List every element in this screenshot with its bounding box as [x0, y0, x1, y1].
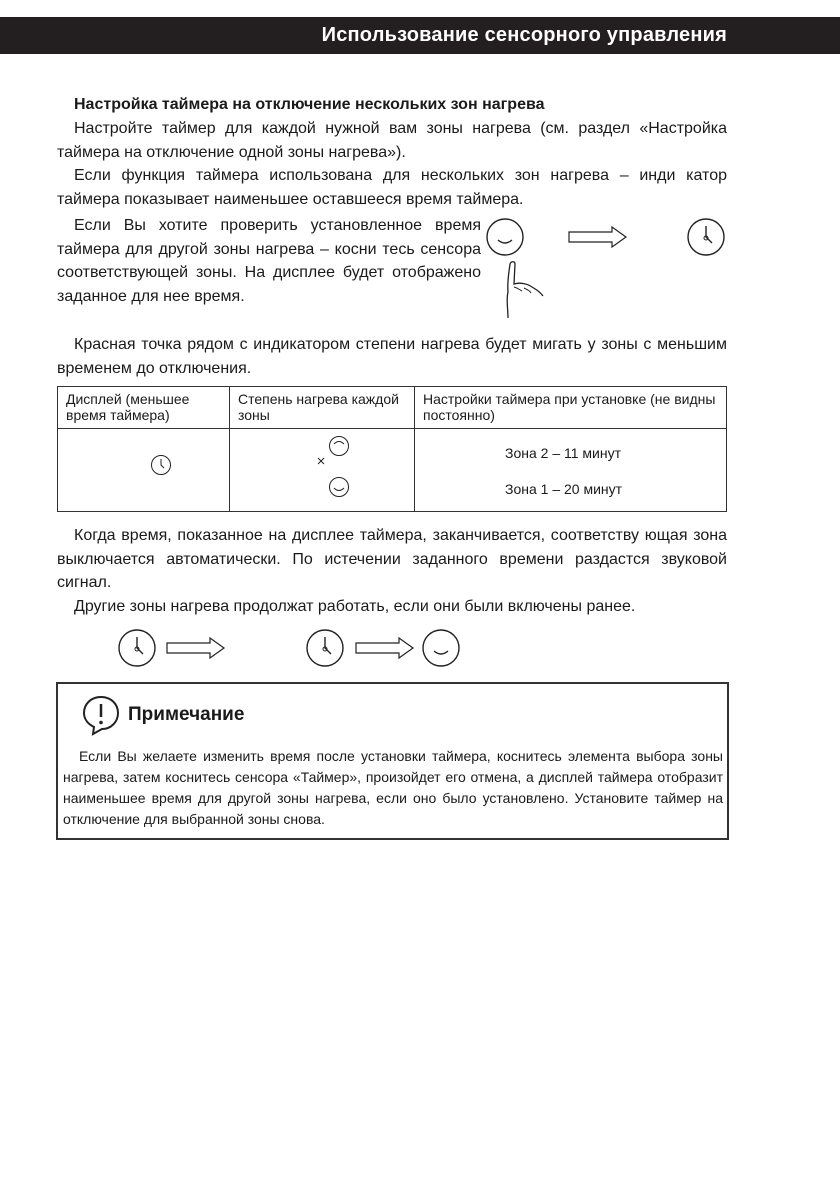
- table-header-heat-level: Степень нагрева каждой зоны: [230, 387, 415, 429]
- table-header-row: [58, 387, 727, 429]
- timer-icon: [117, 628, 157, 668]
- paragraph-timer-end: Когда время, показанное на дисплее таймера, заканчивается, соответству ющая зона выключается автоматически. По истечении заданного времени раздастся звуковой сигнал.: [57, 527, 727, 591]
- paragraph-setup: Настройте таймер для каждой нужной вам зоны нагрева (см. раздел «Настройка таймера на отключение одной зоны нагрева»).: [57, 120, 727, 161]
- note-title: Примечание: [128, 704, 245, 725]
- header-bar: [0, 17, 840, 54]
- timer-settings-cell: [415, 429, 727, 512]
- zone-2-time: Зона 2 – 11 минут: [505, 445, 622, 461]
- zone-sensor-icon: [421, 628, 461, 668]
- paragraph-multiple-zones: Если функция таймера использована для нескольких зон нагрева – инди катор таймера показывает наименьшее оставшееся время таймера.: [57, 167, 727, 208]
- note-box: [56, 682, 729, 840]
- zone-sensor-icon: [485, 217, 525, 257]
- paragraph-check-time: Если Вы хотите проверить установленное время таймера для другой зоны нагрева – косни тесь сенсора соответствующей зоны. На дисплее будет отображено заданное для нее время.: [57, 217, 481, 305]
- blinking-dot-icon: [318, 458, 324, 464]
- paragraph-other-zones: Другие зоны нагрева продолжат работать, если они были включены ранее.: [74, 598, 636, 615]
- heat-zones-icon: [315, 435, 351, 501]
- arrow-right-icon: [568, 226, 628, 248]
- arrow-right-icon: [355, 637, 415, 659]
- timer-icon: [686, 217, 726, 257]
- zone-1-time: Зона 1 – 20 минут: [505, 481, 623, 497]
- exclamation-icon: [81, 694, 121, 736]
- table-header-display: Дисплей (меньшее время таймера): [58, 387, 230, 429]
- timer-icon: [150, 454, 172, 476]
- paragraph-red-dot: Красная точка рядом с индикатором степени нагрева будет мигать у зоны с меньшим временем до отключения.: [57, 336, 727, 377]
- heat-level-cell: [230, 429, 415, 512]
- table-header-timer-settings: Настройки таймера при установке (не видны постоянно): [415, 387, 727, 429]
- page-title: Использование сенсорного управления: [321, 24, 727, 46]
- finger-touch-icon: [498, 260, 550, 320]
- section-heading: Настройка таймера на отключение нескольких зон нагрева: [74, 96, 545, 113]
- arrow-right-icon: [166, 637, 226, 659]
- display-cell: [58, 429, 230, 512]
- note-text: Если Вы желаете изменить время после установки таймера, коснитесь элемента выбора зоны нагрева, затем коснитесь сенсора «Таймер», произойдет его отмена, а дисплей таймера отобразит наименьшее время для другой зоны нагрева, если оно было установлено. Установите таймер на отключение для выбранной зоны снова.: [63, 748, 723, 827]
- timer-table: [57, 386, 727, 512]
- table-row: [58, 429, 727, 512]
- timer-icon: [305, 628, 345, 668]
